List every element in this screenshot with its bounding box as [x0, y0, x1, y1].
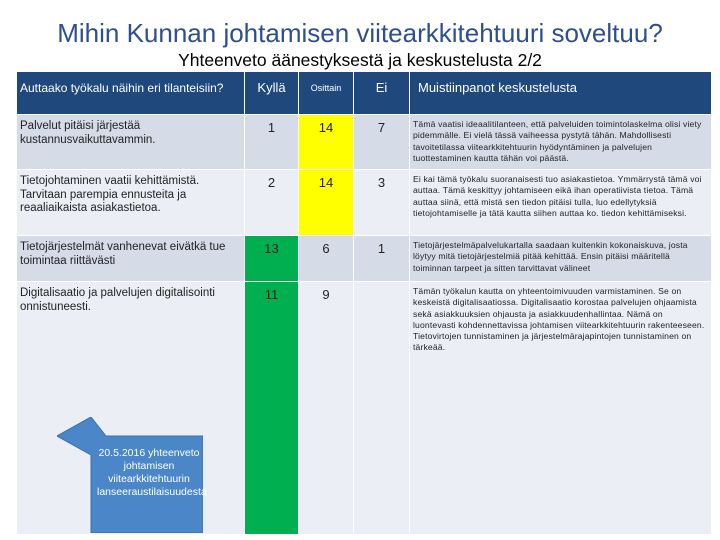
- row-notes: Tietojärjestelmäpalvelukartalla saadaan kuitenkin kokonaiskuva, josta löytyy mitä tietojärjestelmiä pitää kehittää. Ensin pitäisi määritellä toiminnan tarpeet ja sitten tarvittavat välineet: [410, 235, 712, 281]
- row-partly-count: 14: [299, 169, 354, 235]
- header-partly: Osittain: [299, 72, 354, 114]
- header-question: Auttaako työkalu näihin eri tilanteisiin?: [17, 72, 245, 114]
- table-row: [17, 114, 712, 169]
- date-callout: [57, 417, 207, 533]
- row-notes: Tämä vaatisi ideaalitilanteen, että palveluiden toimintolaskelma olisi viety pidemmälle. Ei vielä tässä vaiheessa pystytä tähän. Mahdollisesti tavoitetilassa viitearkkitehtuurin hyödyntäminen ja palvelujen tuottestaminen kautta tähän voi päästä.: [410, 114, 712, 169]
- row-partly-count: 9: [299, 281, 354, 534]
- table-header-row: [17, 72, 712, 114]
- header-no: Ei: [354, 72, 410, 114]
- row-no-count: [354, 281, 410, 534]
- row-yes-count: 13: [245, 235, 299, 281]
- row-yes-count: 1: [245, 114, 299, 169]
- row-yes-count: 2: [245, 169, 299, 235]
- row-yes-count: 11: [245, 281, 299, 534]
- row-partly-count: 14: [299, 114, 354, 169]
- row-question: Tietojärjestelmät vanhenevat eivätkä tue toimintaa riittävästi: [17, 235, 245, 281]
- callout-text: 20.5.2016 yhteenveto johtamisen viitearkkitehtuurin lanseeraustilaisuudesta: [97, 447, 207, 498]
- row-no-count: 1: [354, 235, 410, 281]
- header-notes: Muistiinpanot keskustelusta: [410, 72, 712, 114]
- row-partly-count: 6: [299, 235, 354, 281]
- row-notes: Ei kai tämä työkalu suoranaisesti tuo asiakastietoa. Ymmärrystä tämä voi auttaa. Tämä keskittyy johtamiseen eikä ihan operatiivista tietoa. Tämä auttaa siinä, että mistä sen tiedon pitäisi tulla, luo edellytyksiä tietojohtamiselle ja tätä kautta siihen auttaa ko. tiedon kehittämiseksi.: [410, 169, 712, 235]
- row-question: Digitalisaatio ja palvelujen digitalisointi onnistuneesti.: [17, 281, 245, 534]
- page-title: Mihin Kunnan johtamisen viitearkkitehtuuri soveltuu?: [57, 18, 663, 48]
- row-question: Palvelut pitäisi järjestää kustannusvaikuttavammin.: [17, 114, 245, 169]
- page-subtitle: Yhteenveto äänestyksestä ja keskustelusta 2/2: [178, 50, 542, 70]
- table-row: [17, 235, 712, 281]
- row-question: Tietojohtaminen vaatii kehittämistä. Tarvitaan parempia ennusteita ja reaaliaikaista asiakastietoa.: [17, 169, 245, 235]
- row-no-count: 7: [354, 114, 410, 169]
- table-row: [17, 169, 712, 235]
- row-notes: Tämän työkalun kautta on yhteentoimivuuden varmistaminen. Se on keskeistä digitalisaatiossa. Digitalisaatio korostaa palvelujen ohjaamista sekä asiakkuuksien ohjausta ja asiakkuudenhallintaa. Nämä on luontevasti kohdennettavissa johtamisen viitearkkitehtuurin rakenteeseen. Tietovirtojen tunnistaminen ja järjestelmärajapintojen tunnistaminen on tärkeää.: [410, 281, 712, 534]
- header-yes: Kyllä: [245, 72, 299, 114]
- row-no-count: 3: [354, 169, 410, 235]
